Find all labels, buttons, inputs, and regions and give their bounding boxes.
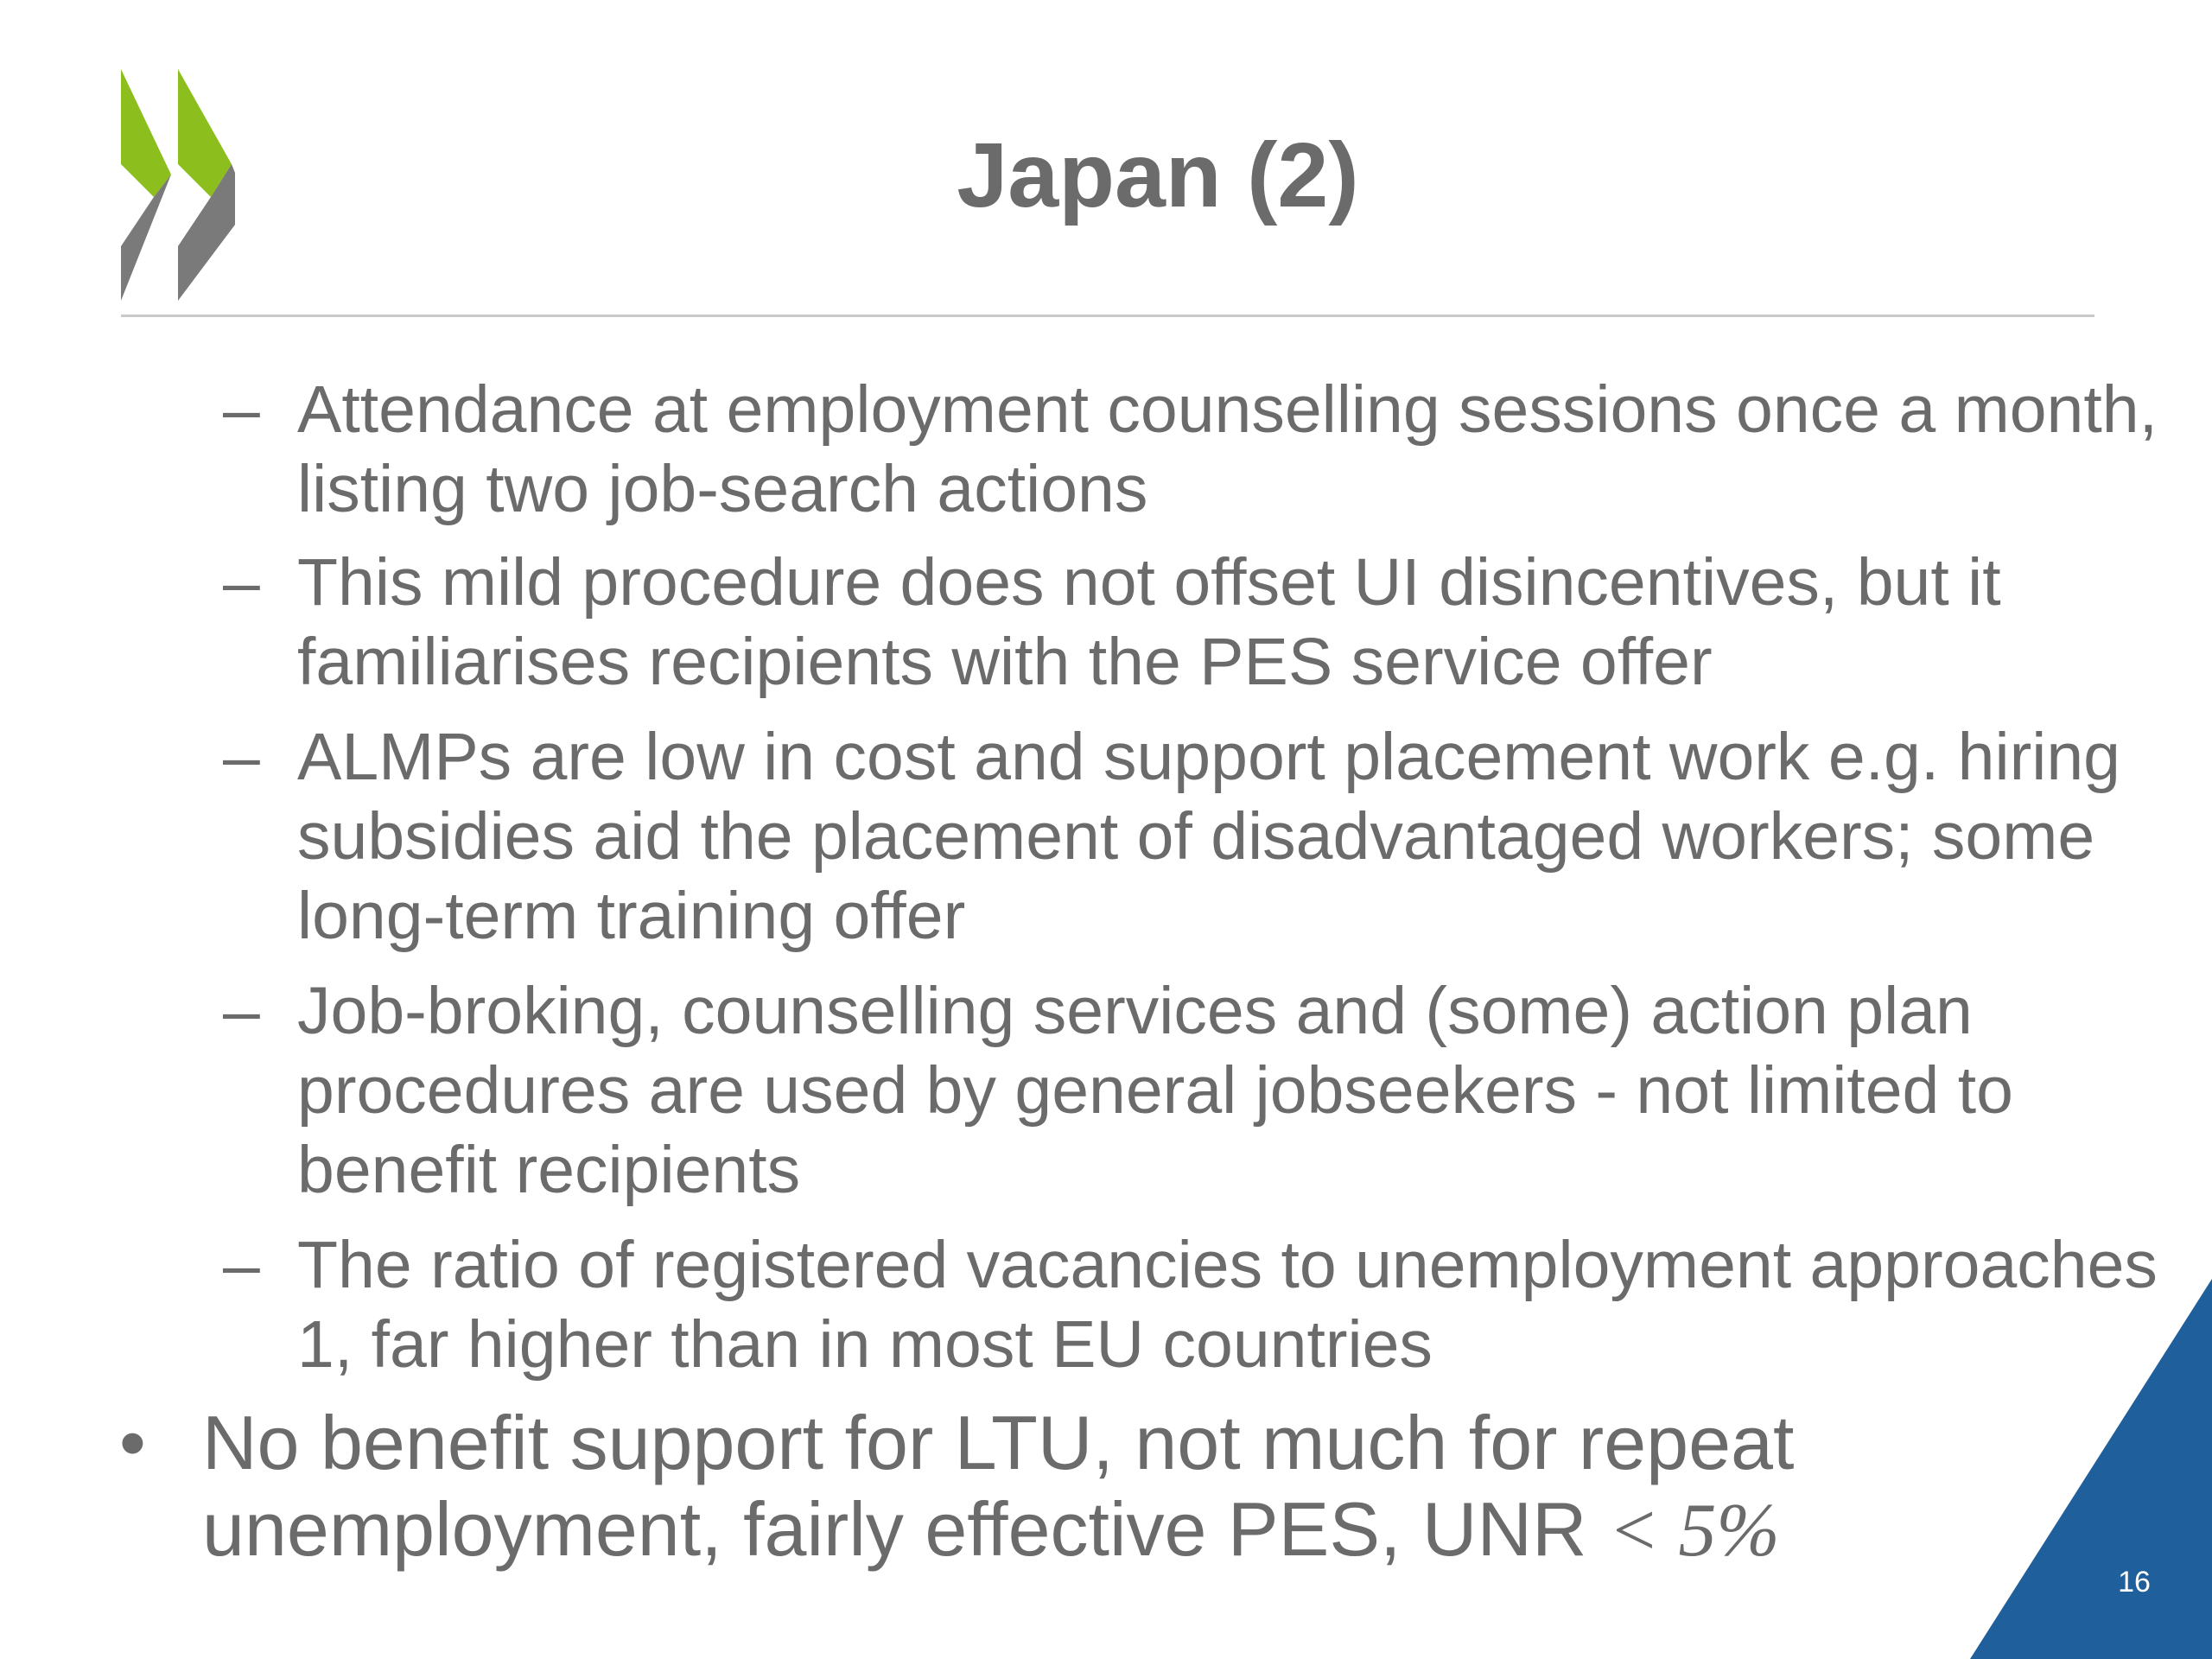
sub-bullet xyxy=(223,1225,2158,1384)
main-bullet-body xyxy=(202,1400,2055,1574)
main-bullet xyxy=(119,1400,2055,1574)
sub-bullet-text: Job-broking, counselling services and (some) action plan procedures are used by general jobseekers - not limited to benefit recipients xyxy=(297,974,2013,1207)
dash-marker: – xyxy=(223,974,260,1048)
dash-marker: – xyxy=(223,720,260,794)
sub-bullet-text: The ratio of registered vacancies to unemployment approaches 1, far higher than in most EU countries xyxy=(297,1228,2158,1382)
sub-bullet xyxy=(223,543,2158,702)
bullet-marker: • xyxy=(119,1400,146,1485)
slide-title: Japan (2) xyxy=(957,124,1359,226)
sub-bullet-text: This mild procedure does not offset UI disincentives, but it familiarises recipients with the PES service offer xyxy=(297,545,2001,699)
sub-bullet-text: ALMPs are low in cost and support placement work e.g. hiring subsidies aid the placement of disadvantaged workers; some long-term training offer xyxy=(297,720,2120,953)
sub-bullet xyxy=(223,370,2158,529)
dash-marker: – xyxy=(223,372,260,447)
corner-triangle xyxy=(1970,1279,2212,1659)
main-bullet-text: No benefit support for LTU, not much for repeat unemployment, fairly effective PES, UNR xyxy=(202,1400,1795,1572)
unemployment-rate-math: < 5% xyxy=(1608,1489,1780,1573)
sub-bullet xyxy=(223,971,2158,1210)
page-number: 16 xyxy=(2118,1566,2151,1599)
sub-bullet xyxy=(223,717,2158,956)
sub-bullet-text: Attendance at employment counselling sessions once a month, listing two job-search actions xyxy=(297,372,2158,526)
dash-marker: – xyxy=(223,545,260,620)
dash-marker: – xyxy=(223,1228,260,1302)
